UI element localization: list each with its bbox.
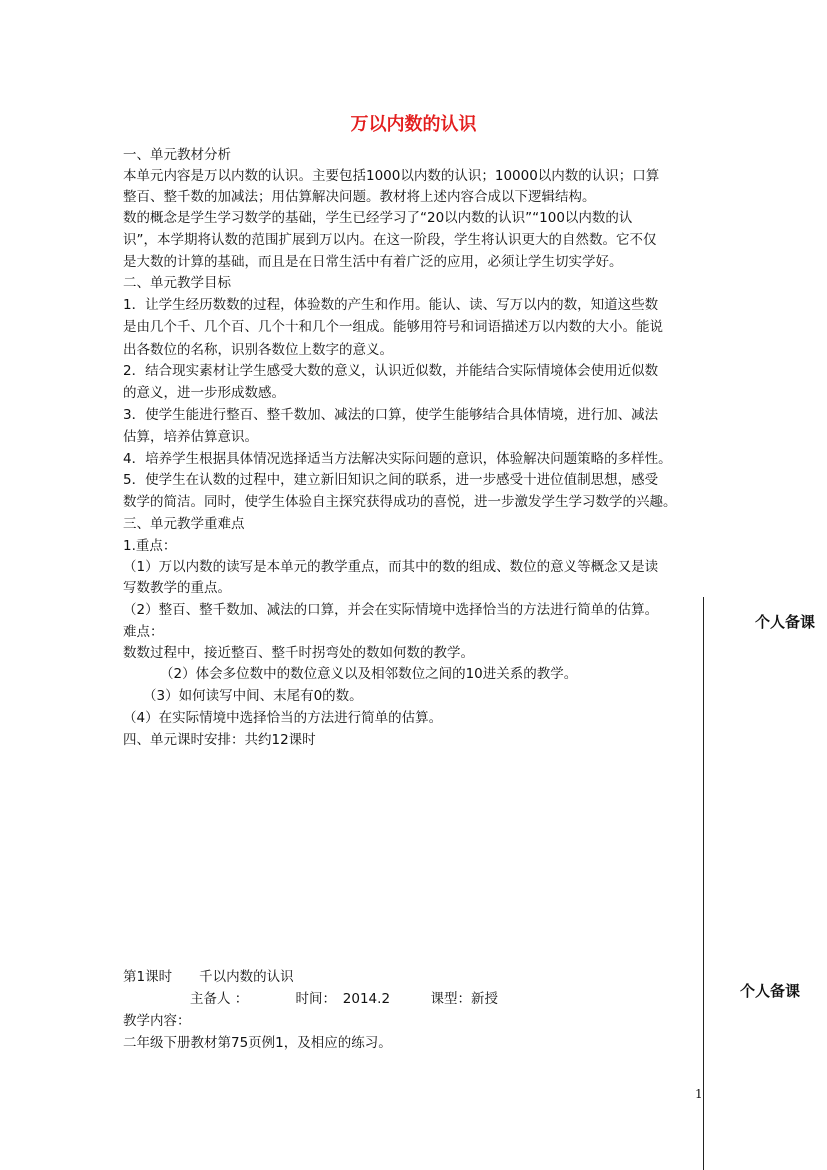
paragraph-line: 2．结合现实素材让学生感受大数的意义，认识近似数，并能结合实际情境体会使用近似数	[123, 363, 659, 379]
lesson-title: 第1课时 千以内数的认识	[123, 969, 294, 985]
paragraph-line: 数数过程中，接近整百、整千时拐弯处的数如何数的教学。	[123, 645, 474, 661]
section-heading-1: 一、单元教材分析	[123, 147, 231, 163]
paragraph-line: 出各数位的名称，识别各数位上数字的意义。	[123, 342, 393, 358]
paragraph-line: （3）如何读写中间、末尾有0的数。	[143, 688, 363, 704]
lesson-meta: 主备人 ： 时间： 2014.2 课型：新授	[190, 991, 499, 1007]
paragraph-line: 3．使学生能进行整百、整千数加、减法的口算，使学生能够结合具体情境，进行加、减法	[123, 407, 659, 423]
side-note-personal-prep: 个人备课	[755, 613, 816, 631]
page-number: 1	[695, 1087, 703, 1101]
lesson-content-label: 教学内容：	[123, 1013, 191, 1029]
paragraph-line: （4）在实际情境中选择恰当的方法进行简单的估算。	[123, 710, 443, 726]
paragraph-line: （2）体会多位数中的数位意义以及相邻数位之间的10进关系的教学。	[160, 666, 578, 682]
section-heading-2: 二、单元教学目标	[123, 275, 231, 291]
paragraph-line: （2）整百、整千数加、减法的口算，并会在实际情境中选择恰当的方法进行简单的估算。	[123, 602, 659, 618]
paragraph-line: 数学的简洁。同时，使学生体验自主探究获得成功的喜悦，进一步激发学生学习数学的兴趣。	[123, 494, 677, 510]
paragraph-line: （1）万以内数的读写是本单元的教学重点，而其中的数的组成、数位的意义等概念又是读	[123, 559, 659, 575]
side-note-personal-prep-2: 个人备课	[740, 982, 801, 1000]
page-title: 万以内数的认识	[350, 114, 477, 135]
paragraph-line: 1．让学生经历数数的过程，体验数的产生和作用。能认、读、写万以内的数，知道这些数	[123, 297, 659, 313]
margin-divider	[703, 597, 704, 1170]
paragraph-line: 本单元内容是万以内数的认识。主要包括1000以内数的认识；10000以内数的认识；口算	[123, 168, 660, 184]
paragraph-line: 写数教学的重点。	[123, 580, 231, 596]
section-heading-3: 三、单元教学重难点	[123, 516, 245, 532]
paragraph-line: 数的概念是学生学习数学的基础，学生已经学习了“20以内数的认识”“100以内数的认	[123, 210, 633, 226]
paragraph-line: 的意义，进一步形成数感。	[123, 385, 285, 401]
section-heading-4: 四、单元课时安排：共约12课时	[123, 732, 316, 748]
paragraph-line: 是大数的计算的基础，而且是在日常生活中有着广泛的应用，必须让学生切实学好。	[123, 254, 623, 270]
lesson-content: 二年级下册教材第75页例1，及相应的练习。	[123, 1035, 392, 1051]
paragraph-line: 估算，培养估算意识。	[123, 429, 258, 445]
paragraph-line: 整百、整千数的加减法；用估算解决问题。教材将上述内容合成以下逻辑结构。	[123, 189, 596, 205]
paragraph-line: 5．使学生在认数的过程中，建立新旧知识之间的联系，进一步感受十进位值制思想，感受	[123, 472, 659, 488]
paragraph-line: 识”，本学期将认数的范围扩展到万以内。在这一阶段，学生将认识更大的自然数。它不仅	[123, 232, 657, 248]
paragraph-line: 难点：	[123, 624, 164, 640]
paragraph-line: 1.重点：	[123, 538, 177, 554]
paragraph-line: 是由几个千、几个百、几个十和几个一组成。能够用符号和词语描述万以内数的大小。能说	[123, 319, 663, 335]
paragraph-line: 4．培养学生根据具体情况选择适当方法解决实际问题的意识，体验解决问题策略的多样性。	[123, 451, 672, 467]
